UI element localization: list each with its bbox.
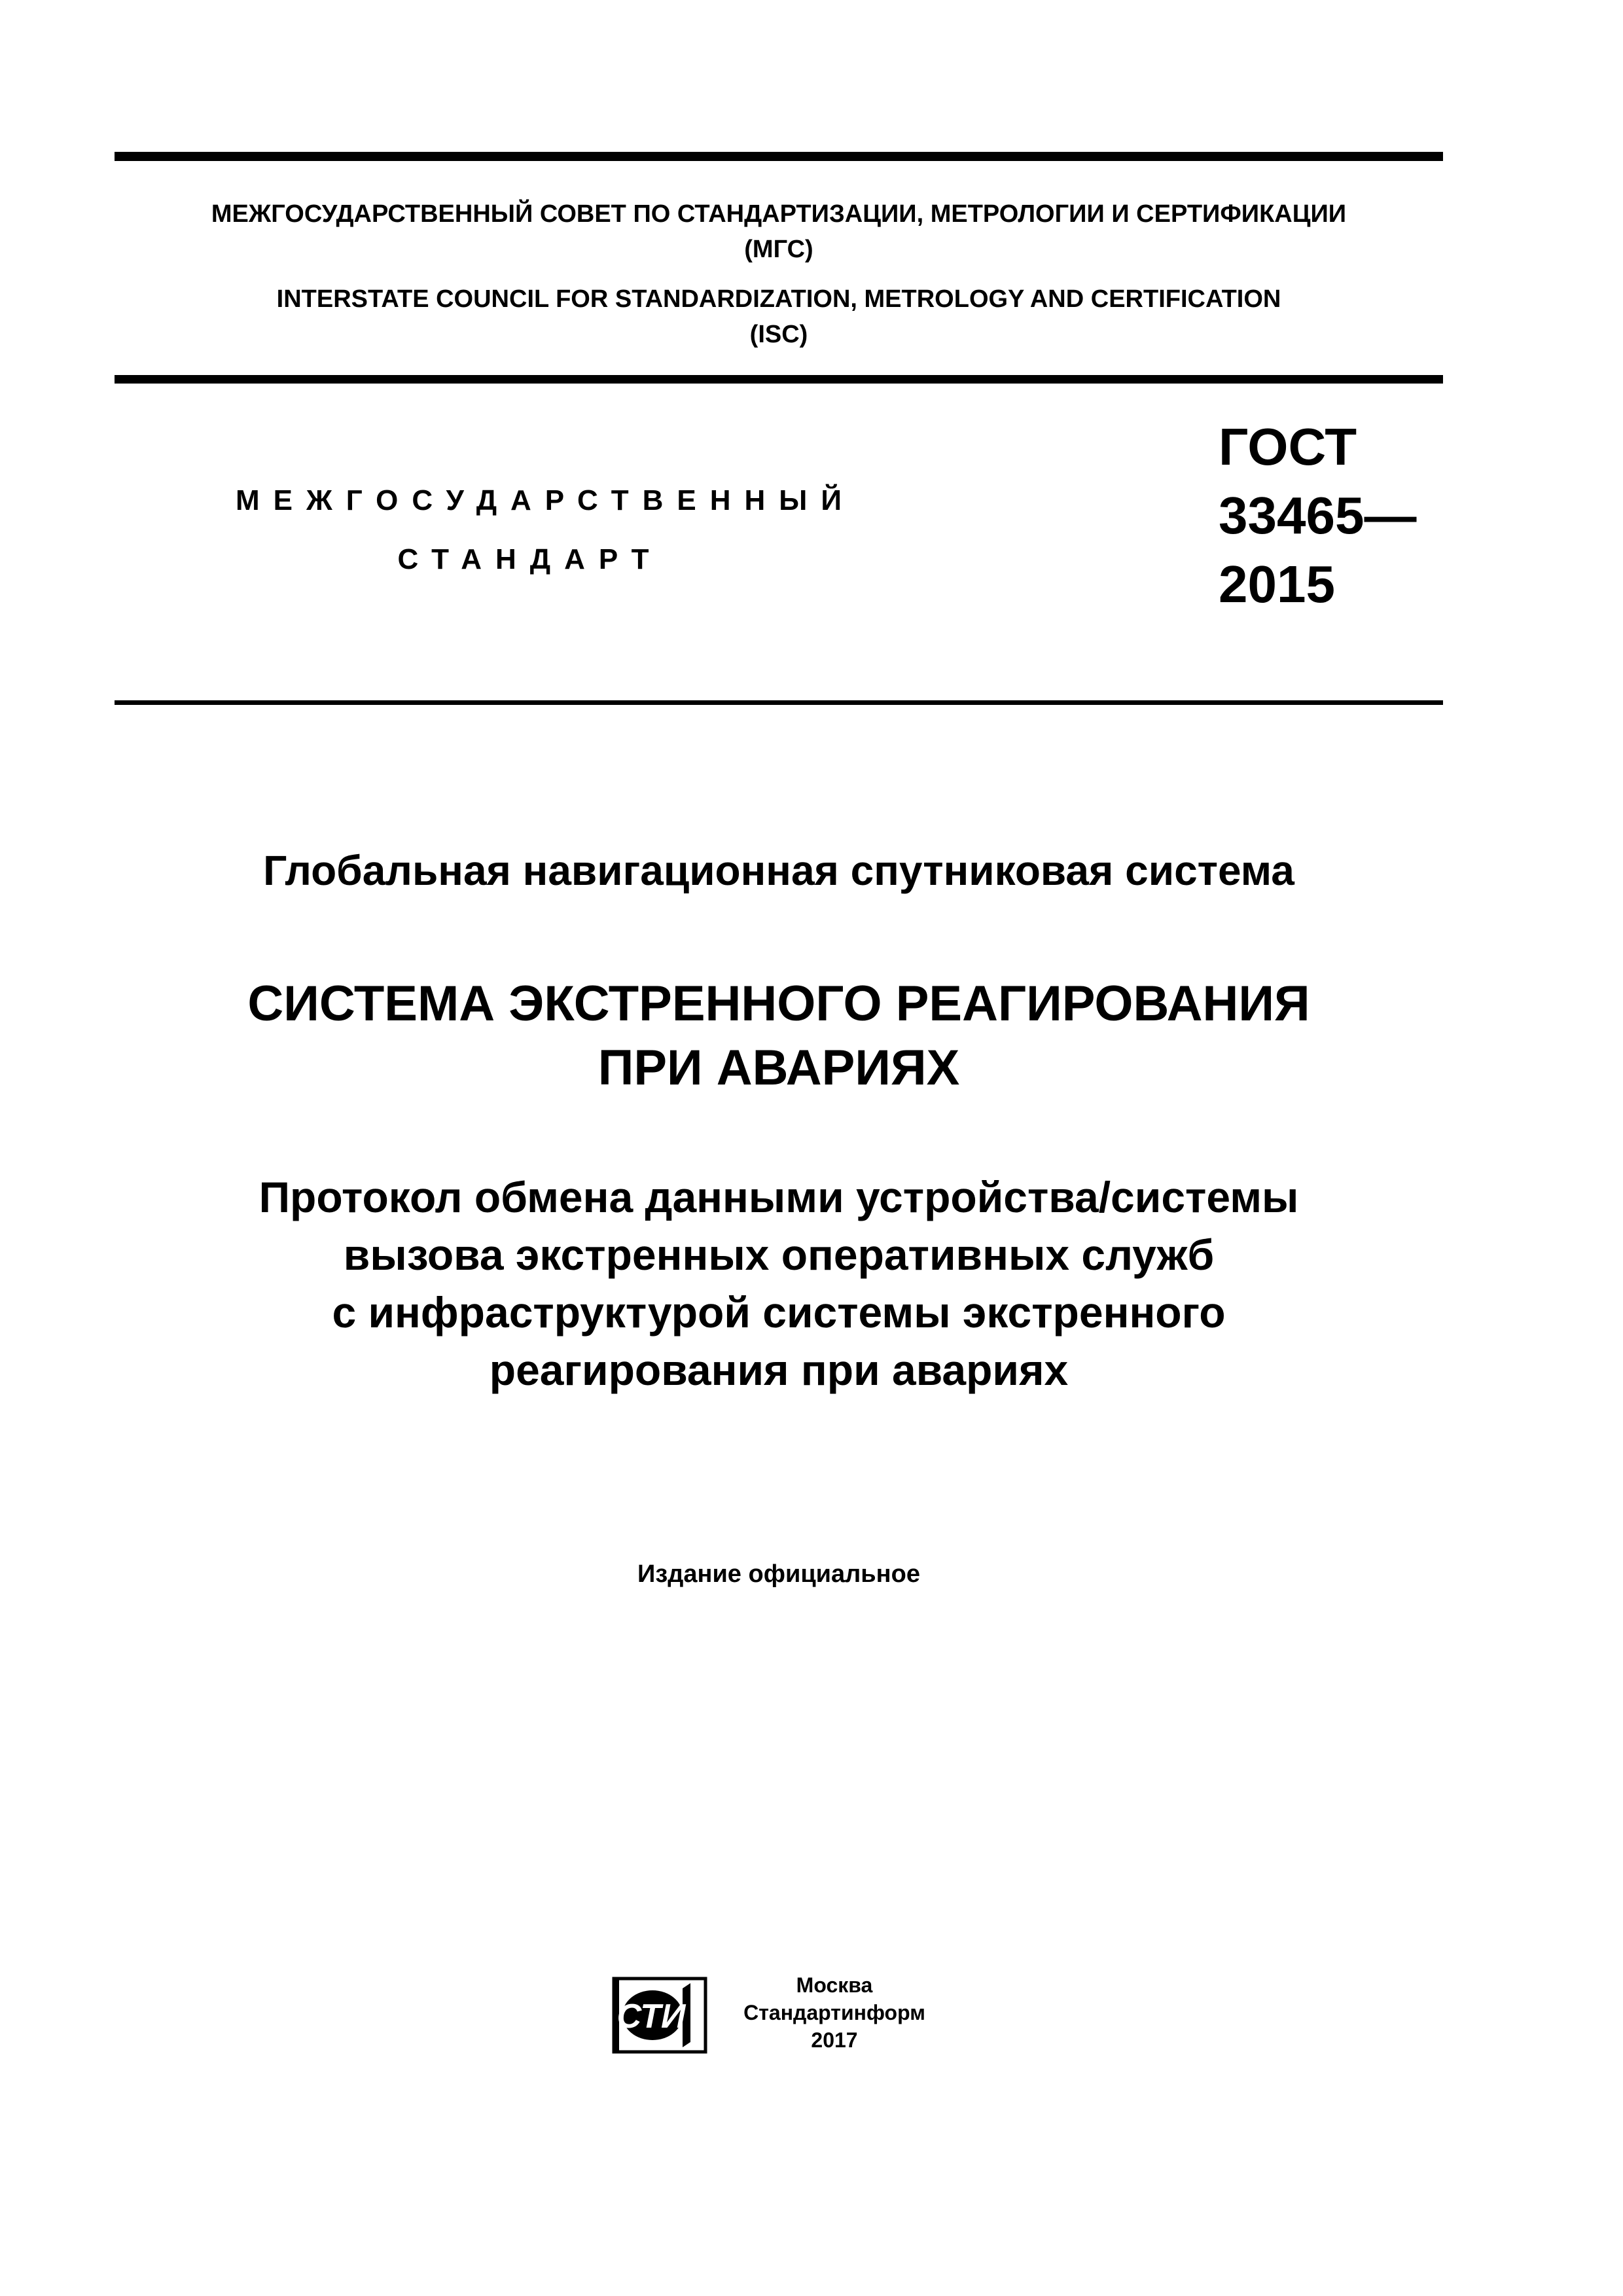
- document-description: [115, 1168, 1443, 1399]
- publisher-name: Стандартинформ: [743, 2001, 925, 2024]
- gost-number: 33465—: [1219, 486, 1417, 545]
- description-line1: Протокол обмена данными устройства/системы: [259, 1173, 1299, 1221]
- council-abbr-en: (ISC): [749, 321, 808, 348]
- main-title-line2: ПРИ АВАРИЯХ: [597, 1040, 960, 1096]
- standard-label-line1: МЕЖГОСУДАРСТВЕННЫЙ: [236, 484, 855, 516]
- publisher-year: 2017: [811, 2028, 858, 2052]
- main-title-line1: СИСТЕМА ЭКСТРЕННОГО РЕАГИРОВАНИЯ: [247, 976, 1310, 1031]
- gost-designation: [1219, 412, 1480, 619]
- council-header: [115, 196, 1443, 352]
- designation-rule: [115, 700, 1443, 705]
- document-main-title: [115, 972, 1443, 1100]
- council-name-en: INTERSTATE COUNCIL FOR STANDARDIZATION, METROLOGY AND CERTIFICATION: [276, 285, 1281, 313]
- description-line4: реагирования при авариях: [489, 1346, 1069, 1394]
- standard-label-line2: СТАНДАРТ: [397, 543, 663, 575]
- description-line3: с инфраструктурой системы экстренного: [332, 1288, 1226, 1336]
- logo-text: СТИ: [616, 1998, 686, 2036]
- gost-year: 2015: [1219, 555, 1335, 613]
- document-subtitle: Глобальная навигационная спутниковая система: [263, 847, 1294, 894]
- publisher-city: Москва: [796, 1973, 873, 1997]
- header-rule: [115, 375, 1443, 384]
- council-spacer: [115, 267, 1443, 281]
- top-rule: [115, 152, 1443, 161]
- standartinform-logo-icon: [612, 1977, 707, 2054]
- gost-prefix: ГОСТ: [1219, 418, 1357, 476]
- description-line2: вызова экстренных оперативных служб: [343, 1230, 1215, 1279]
- council-name-ru: МЕЖГОСУДАРСТВЕННЫЙ СОВЕТ ПО СТАНДАРТИЗАЦИИ, МЕТРОЛОГИИ И СЕРТИФИКАЦИИ: [211, 200, 1347, 228]
- edition-label: Издание официальное: [637, 1560, 920, 1588]
- council-abbr-ru: (МГС): [744, 236, 813, 263]
- publisher-block: [726, 1971, 942, 2054]
- standard-type-label: [236, 471, 855, 589]
